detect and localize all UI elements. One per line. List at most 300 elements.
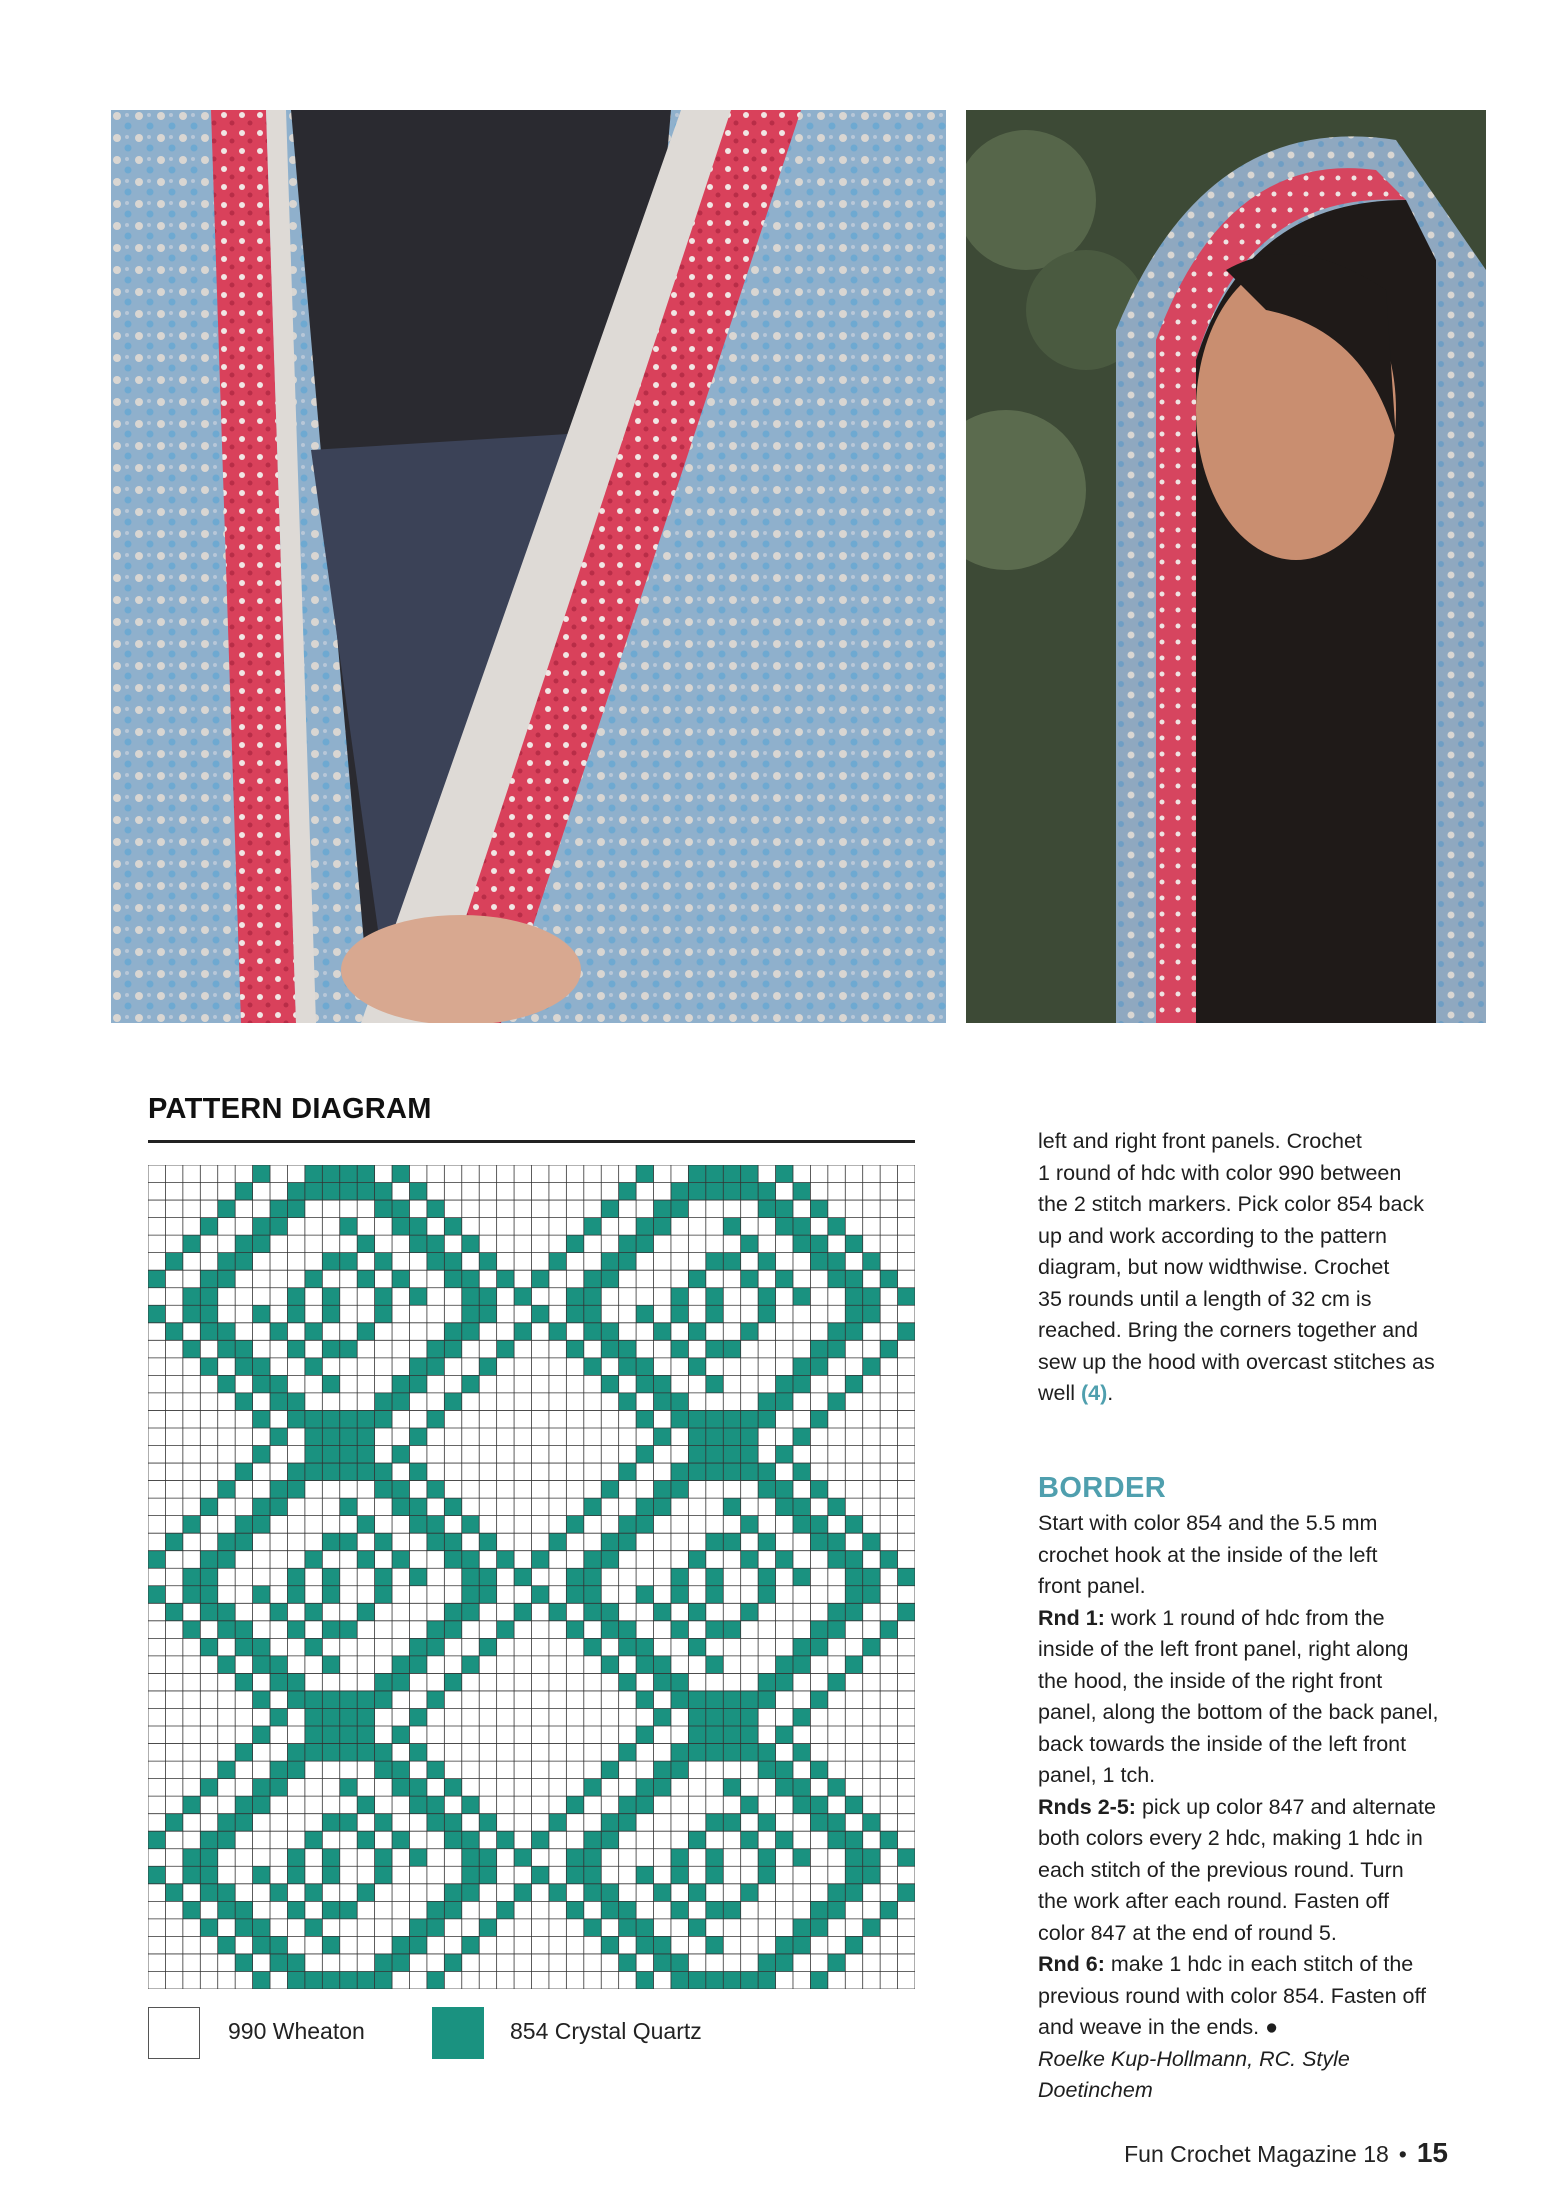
grid-cell-teal	[409, 1568, 426, 1586]
grid-cell-teal	[218, 1481, 235, 1499]
grid-cell-teal	[584, 1270, 601, 1288]
grid-cell-teal	[200, 1831, 217, 1849]
grid-cell-teal	[444, 1218, 461, 1236]
grid-cell-teal	[845, 1323, 862, 1341]
grid-cell-teal	[601, 1761, 618, 1779]
grid-cell-teal	[305, 1603, 322, 1621]
grid-cell-teal	[688, 1551, 705, 1569]
grid-cell-teal	[340, 1744, 357, 1762]
grid-cell-teal	[828, 1901, 845, 1919]
grid-cell-teal	[688, 1428, 705, 1446]
grid-cell-teal	[287, 1691, 304, 1709]
grid-cell-teal	[688, 1708, 705, 1726]
grid-cell-teal	[654, 1393, 671, 1411]
grid-cell-teal	[706, 1656, 723, 1674]
grid-cell-teal	[322, 1533, 339, 1551]
grid-cell-teal	[375, 1288, 392, 1306]
grid-cell-teal	[183, 1516, 200, 1534]
grid-cell-teal	[235, 1253, 252, 1271]
grid-cell-teal	[601, 1253, 618, 1271]
grid-cell-teal	[340, 1621, 357, 1639]
text-line: reached. Bring the corners together and	[1038, 1318, 1419, 1342]
grid-cell-teal	[845, 1288, 862, 1306]
grid-cell-teal	[270, 1481, 287, 1499]
grid-cell-teal	[584, 1884, 601, 1902]
grid-cell-teal	[287, 1901, 304, 1919]
grid-cell-teal	[218, 1831, 235, 1849]
grid-cell-teal	[758, 1814, 775, 1832]
round-label: Rnds 2-5:	[1038, 1794, 1136, 1819]
grid-cell-teal	[375, 1305, 392, 1323]
grid-cell-teal	[322, 1410, 339, 1428]
grid-cell-teal	[409, 1358, 426, 1376]
instructions-continued	[1038, 1126, 1458, 1410]
grid-cell-teal	[479, 1533, 496, 1551]
grid-cell-teal	[322, 1288, 339, 1306]
grid-cell-teal	[497, 1621, 514, 1639]
grid-cell-teal	[497, 1831, 514, 1849]
grid-cell-teal	[549, 1603, 566, 1621]
grid-cell-teal	[828, 1253, 845, 1271]
grid-cell-teal	[357, 1323, 374, 1341]
grid-cell-teal	[671, 1691, 688, 1709]
text-line: each stitch of the previous round. Turn	[1038, 1857, 1404, 1882]
grid-cell-teal	[375, 1568, 392, 1586]
grid-cell-teal	[218, 1656, 235, 1674]
grid-cell-teal	[462, 1235, 479, 1253]
grid-cell-teal	[549, 1253, 566, 1271]
grid-cell-teal	[270, 1200, 287, 1218]
grid-cell-teal	[741, 1603, 758, 1621]
grid-cell-teal	[776, 1200, 793, 1218]
grid-cell-teal	[235, 1673, 252, 1691]
grid-cell-teal	[305, 1884, 322, 1902]
grid-cell-teal	[654, 1603, 671, 1621]
text-line: left and right front panels. Crochet	[1038, 1129, 1362, 1153]
grid-cell-teal	[270, 1673, 287, 1691]
grid-cell-teal	[427, 1638, 444, 1656]
grid-cell-teal	[287, 1849, 304, 1867]
grid-cell-teal	[758, 1954, 775, 1972]
page-number: 15	[1416, 2137, 1448, 2168]
grid-cell-teal	[584, 1218, 601, 1236]
grid-cell-teal	[427, 1971, 444, 1989]
grid-cell-teal	[532, 1866, 549, 1884]
grid-cell-teal	[253, 1218, 270, 1236]
grid-cell-teal	[270, 1936, 287, 1954]
grid-cell-teal	[706, 1410, 723, 1428]
grid-cell-teal	[322, 1305, 339, 1323]
text-line: front panel.	[1038, 1574, 1146, 1598]
grid-cell-teal	[340, 1253, 357, 1271]
grid-cell-teal	[741, 1744, 758, 1762]
grid-cell-teal	[357, 1603, 374, 1621]
grid-cell-teal	[898, 1288, 915, 1306]
grid-cell-teal	[357, 1428, 374, 1446]
grid-cell-teal	[723, 1691, 740, 1709]
grid-cell-teal	[671, 1305, 688, 1323]
grid-cell-teal	[793, 1358, 810, 1376]
grid-cell-teal	[741, 1708, 758, 1726]
grid-cell-teal	[706, 1183, 723, 1201]
grid-cell-teal	[671, 1901, 688, 1919]
grid-cell-teal	[444, 1340, 461, 1358]
grid-cell-teal	[183, 1586, 200, 1604]
grid-cell-teal	[549, 1533, 566, 1551]
grid-cell-teal	[322, 1691, 339, 1709]
grid-cell-teal	[218, 1253, 235, 1271]
grid-cell-teal	[235, 1919, 252, 1937]
grid-cell-teal	[845, 1235, 862, 1253]
text-fragment: make 1 hdc in each stitch of the	[1104, 1952, 1414, 1976]
grid-cell-teal	[793, 1428, 810, 1446]
grid-cell-teal	[584, 1498, 601, 1516]
grid-cell-teal	[688, 1638, 705, 1656]
grid-cell-teal	[810, 1410, 827, 1428]
grid-cell-teal	[462, 1603, 479, 1621]
text-fragment: pick up color 847 and alternate	[1135, 1794, 1436, 1819]
grid-cell-teal	[479, 1288, 496, 1306]
grid-cell-teal	[270, 1218, 287, 1236]
grid-cell-teal	[340, 1165, 357, 1183]
grid-cell-teal	[758, 1568, 775, 1586]
grid-cell-teal	[845, 1884, 862, 1902]
grid-cell-teal	[253, 1446, 270, 1464]
grid-cell-teal	[619, 1919, 636, 1937]
grid-cell-teal	[409, 1375, 426, 1393]
grid-cell-teal	[776, 1393, 793, 1411]
grid-cell-teal	[462, 1568, 479, 1586]
grid-cell-teal	[235, 1638, 252, 1656]
grid-cell-teal	[619, 1954, 636, 1972]
grid-cell-teal	[322, 1586, 339, 1604]
grid-cell-teal	[706, 1253, 723, 1271]
grid-cell-teal	[409, 1919, 426, 1937]
grid-cell-teal	[828, 1551, 845, 1569]
grid-cell-teal	[810, 1796, 827, 1814]
grid-cell-teal	[479, 1358, 496, 1376]
grid-cell-teal	[706, 1814, 723, 1832]
grid-cell-teal	[444, 1954, 461, 1972]
grid-cell-teal	[828, 1393, 845, 1411]
text-fragment: work 1 round of hdc from the	[1104, 1605, 1385, 1630]
grid-cell-teal	[357, 1796, 374, 1814]
grid-cell-teal	[863, 1533, 880, 1551]
grid-cell-teal	[305, 1446, 322, 1464]
grid-cell-teal	[566, 1516, 583, 1534]
grid-cell-teal	[270, 1603, 287, 1621]
page-footer	[1124, 2137, 1448, 2169]
grid-cell-teal	[898, 1884, 915, 1902]
grid-cell-teal	[235, 1393, 252, 1411]
grid-cell-teal	[601, 1481, 618, 1499]
grid-cell-teal	[880, 1551, 897, 1569]
grid-cell-teal	[235, 1814, 252, 1832]
photo-hood-model	[966, 110, 1486, 1023]
grid-cell-teal	[322, 1726, 339, 1744]
grid-cell-teal	[444, 1270, 461, 1288]
grid-cell-teal	[654, 1673, 671, 1691]
grid-cell-teal	[253, 1656, 270, 1674]
grid-cell-teal	[758, 1200, 775, 1218]
grid-cell-teal	[322, 1253, 339, 1271]
grid-cell-teal	[741, 1691, 758, 1709]
grid-cell-teal	[218, 1603, 235, 1621]
grid-cell-teal	[723, 1165, 740, 1183]
grid-cell-teal	[810, 1814, 827, 1832]
grid-cell-teal	[462, 1936, 479, 1954]
grid-cell-teal	[305, 1358, 322, 1376]
grid-cell-teal	[741, 1323, 758, 1341]
text-line: previous round with color 854. Fasten off	[1038, 1983, 1427, 2008]
grid-cell-teal	[566, 1586, 583, 1604]
grid-cell-teal	[758, 1393, 775, 1411]
grid-cell-teal	[758, 1744, 775, 1762]
grid-cell-teal	[706, 1726, 723, 1744]
grid-cell-teal	[636, 1410, 653, 1428]
grid-cell-teal	[375, 1253, 392, 1271]
grid-cell-teal	[479, 1866, 496, 1884]
grid-cell-teal	[898, 1323, 915, 1341]
grid-cell-teal	[793, 1516, 810, 1534]
grid-cell-teal	[305, 1463, 322, 1481]
grid-cell-teal	[287, 1866, 304, 1884]
grid-cell-teal	[427, 1919, 444, 1937]
grid-cell-teal	[218, 1884, 235, 1902]
grid-cell-teal	[148, 1866, 165, 1884]
grid-cell-teal	[654, 1428, 671, 1446]
grid-cell-teal	[409, 1744, 426, 1762]
text-line: and weave in the ends. ●	[1038, 2015, 1279, 2039]
grid-cell-teal	[322, 1936, 339, 1954]
grid-cell-teal	[270, 1323, 287, 1341]
grid-cell-teal	[706, 1463, 723, 1481]
grid-cell-teal	[758, 1849, 775, 1867]
grid-cell-teal	[758, 1288, 775, 1306]
grid-cell-teal	[165, 1603, 182, 1621]
grid-cell-teal	[514, 1849, 531, 1867]
border-heading: BORDER	[1038, 1472, 1167, 1504]
grid-cell-teal	[688, 1183, 705, 1201]
grid-cell-teal	[340, 1708, 357, 1726]
grid-cell-teal	[427, 1761, 444, 1779]
grid-cell-teal	[688, 1410, 705, 1428]
grid-cell-teal	[253, 1691, 270, 1709]
grid-cell-teal	[253, 1936, 270, 1954]
grid-cell-teal	[706, 1849, 723, 1867]
grid-cell-teal	[444, 1779, 461, 1797]
text-line	[1038, 1792, 1458, 1824]
grid-cell-teal	[375, 1691, 392, 1709]
grid-cell-teal	[758, 1533, 775, 1551]
grid-cell-teal	[375, 1761, 392, 1779]
grid-cell-teal	[863, 1568, 880, 1586]
grid-cell-teal	[357, 1165, 374, 1183]
grid-cell-teal	[375, 1866, 392, 1884]
grid-cell-teal	[497, 1901, 514, 1919]
grid-cell-teal	[218, 1551, 235, 1569]
grid-cell-teal	[462, 1884, 479, 1902]
grid-cell-teal	[636, 1919, 653, 1937]
grid-cell-teal	[253, 1410, 270, 1428]
grid-cell-teal	[810, 1919, 827, 1937]
grid-cell-teal	[253, 1235, 270, 1253]
grid-cell-teal	[392, 1779, 409, 1797]
grid-cell-teal	[270, 1779, 287, 1797]
grid-cell-teal	[200, 1866, 217, 1884]
grid-cell-teal	[706, 1936, 723, 1954]
grid-cell-teal	[776, 1551, 793, 1569]
grid-cell-teal	[810, 1621, 827, 1639]
grid-cell-teal	[218, 1340, 235, 1358]
grid-cell-teal	[287, 1954, 304, 1972]
grid-cell-teal	[810, 1533, 827, 1551]
grid-cell-teal	[619, 1901, 636, 1919]
grid-cell-teal	[253, 1586, 270, 1604]
grid-cell-teal	[566, 1568, 583, 1586]
grid-cell-teal	[253, 1866, 270, 1884]
grid-cell-teal	[601, 1603, 618, 1621]
grid-cell-teal	[706, 1866, 723, 1884]
grid-cell-teal	[671, 1288, 688, 1306]
grid-cell-teal	[357, 1971, 374, 1989]
grid-cell-teal	[688, 1831, 705, 1849]
grid-cell-teal	[340, 1691, 357, 1709]
grid-cell-teal	[793, 1919, 810, 1937]
grid-cell-teal	[688, 1884, 705, 1902]
grid-cell-teal	[671, 1673, 688, 1691]
grid-cell-teal	[619, 1358, 636, 1376]
grid-cell-teal	[688, 1691, 705, 1709]
grid-cell-teal	[688, 1165, 705, 1183]
grid-cell-teal	[479, 1586, 496, 1604]
grid-cell-teal	[235, 1533, 252, 1551]
grid-cell-teal	[671, 1586, 688, 1604]
grid-cell-teal	[863, 1288, 880, 1306]
grid-cell-teal	[601, 1323, 618, 1341]
grid-cell-teal	[776, 1779, 793, 1797]
grid-cell-teal	[305, 1971, 322, 1989]
text-line: 1 round of hdc with color 990 between	[1038, 1160, 1402, 1185]
magazine-name: Fun Crochet Magazine 18	[1124, 2141, 1389, 2167]
grid-cell-teal	[566, 1901, 583, 1919]
grid-cell-teal	[601, 1270, 618, 1288]
grid-cell-teal	[793, 1498, 810, 1516]
grid-cell-teal	[828, 1533, 845, 1551]
grid-cell-teal	[619, 1340, 636, 1358]
grid-cell-teal	[549, 1814, 566, 1832]
grid-cell-teal	[549, 1884, 566, 1902]
grid-cell-teal	[392, 1375, 409, 1393]
grid-cell-teal	[863, 1814, 880, 1832]
grid-cell-teal	[636, 1936, 653, 1954]
grid-cell-teal	[654, 1954, 671, 1972]
grid-cell-teal	[200, 1849, 217, 1867]
grid-cell-teal	[287, 1463, 304, 1481]
grid-cell-teal	[462, 1288, 479, 1306]
grid-cell-teal	[706, 1165, 723, 1183]
grid-cell-teal	[741, 1270, 758, 1288]
grid-cell-teal	[427, 1481, 444, 1499]
grid-cell-teal	[723, 1253, 740, 1271]
grid-cell-teal	[340, 1410, 357, 1428]
grid-cell-teal	[392, 1498, 409, 1516]
grid-cell-teal	[601, 1375, 618, 1393]
grid-cell-teal	[322, 1463, 339, 1481]
grid-cell-teal	[287, 1761, 304, 1779]
grid-cell-teal	[322, 1375, 339, 1393]
grid-cell-teal	[462, 1866, 479, 1884]
text-fragment: well	[1038, 1381, 1082, 1405]
text-line	[1038, 1603, 1458, 1635]
grid-cell-teal	[723, 1463, 740, 1481]
grid-cell-teal	[462, 1849, 479, 1867]
grid-cell-teal	[671, 1340, 688, 1358]
grid-cell-teal	[200, 1323, 217, 1341]
grid-cell-teal	[444, 1621, 461, 1639]
grid-cell-teal	[270, 1393, 287, 1411]
grid-cell-teal	[218, 1200, 235, 1218]
grid-cell-teal	[200, 1919, 217, 1937]
grid-cell-teal	[165, 1814, 182, 1832]
grid-cell-teal	[810, 1358, 827, 1376]
grid-cell-teal	[706, 1691, 723, 1709]
grid-cell-teal	[723, 1410, 740, 1428]
grid-cell-teal	[322, 1901, 339, 1919]
grid-cell-teal	[200, 1358, 217, 1376]
grid-cell-teal	[863, 1586, 880, 1604]
grid-cell-teal	[636, 1779, 653, 1797]
grid-cell-teal	[479, 1305, 496, 1323]
grid-cell-teal	[619, 1673, 636, 1691]
grid-cell-teal	[183, 1305, 200, 1323]
grid-cell-teal	[253, 1779, 270, 1797]
grid-cell-teal	[845, 1270, 862, 1288]
grid-cell-teal	[444, 1323, 461, 1341]
grid-cell-teal	[462, 1796, 479, 1814]
grid-cell-teal	[532, 1586, 549, 1604]
grid-cell-teal	[375, 1463, 392, 1481]
grid-cell-teal	[758, 1410, 775, 1428]
grid-cell-teal	[671, 1761, 688, 1779]
grid-cell-teal	[235, 1796, 252, 1814]
grid-cell-teal	[462, 1551, 479, 1569]
grid-cell-teal	[340, 1463, 357, 1481]
grid-cell-teal	[845, 1831, 862, 1849]
grid-cell-teal	[148, 1831, 165, 1849]
grid-cell-teal	[706, 1446, 723, 1464]
grid-cell-teal	[375, 1586, 392, 1604]
grid-cell-teal	[200, 1270, 217, 1288]
grid-cell-teal	[322, 1446, 339, 1464]
grid-cell-teal	[723, 1814, 740, 1832]
grid-cell-teal	[654, 1481, 671, 1499]
grid-cell-teal	[793, 1568, 810, 1586]
grid-cell-teal	[253, 1375, 270, 1393]
grid-cell-teal	[636, 1971, 653, 1989]
grid-cell-teal	[287, 1200, 304, 1218]
grid-cell-teal	[758, 1183, 775, 1201]
grid-cell-teal	[601, 1884, 618, 1902]
grid-cell-teal	[601, 1831, 618, 1849]
grid-cell-teal	[584, 1551, 601, 1569]
grid-cell-teal	[671, 1410, 688, 1428]
grid-cell-teal	[688, 1603, 705, 1621]
grid-cell-teal	[566, 1621, 583, 1639]
grid-cell-teal	[322, 1656, 339, 1674]
grid-cell-teal	[409, 1656, 426, 1674]
grid-cell-teal	[636, 1305, 653, 1323]
